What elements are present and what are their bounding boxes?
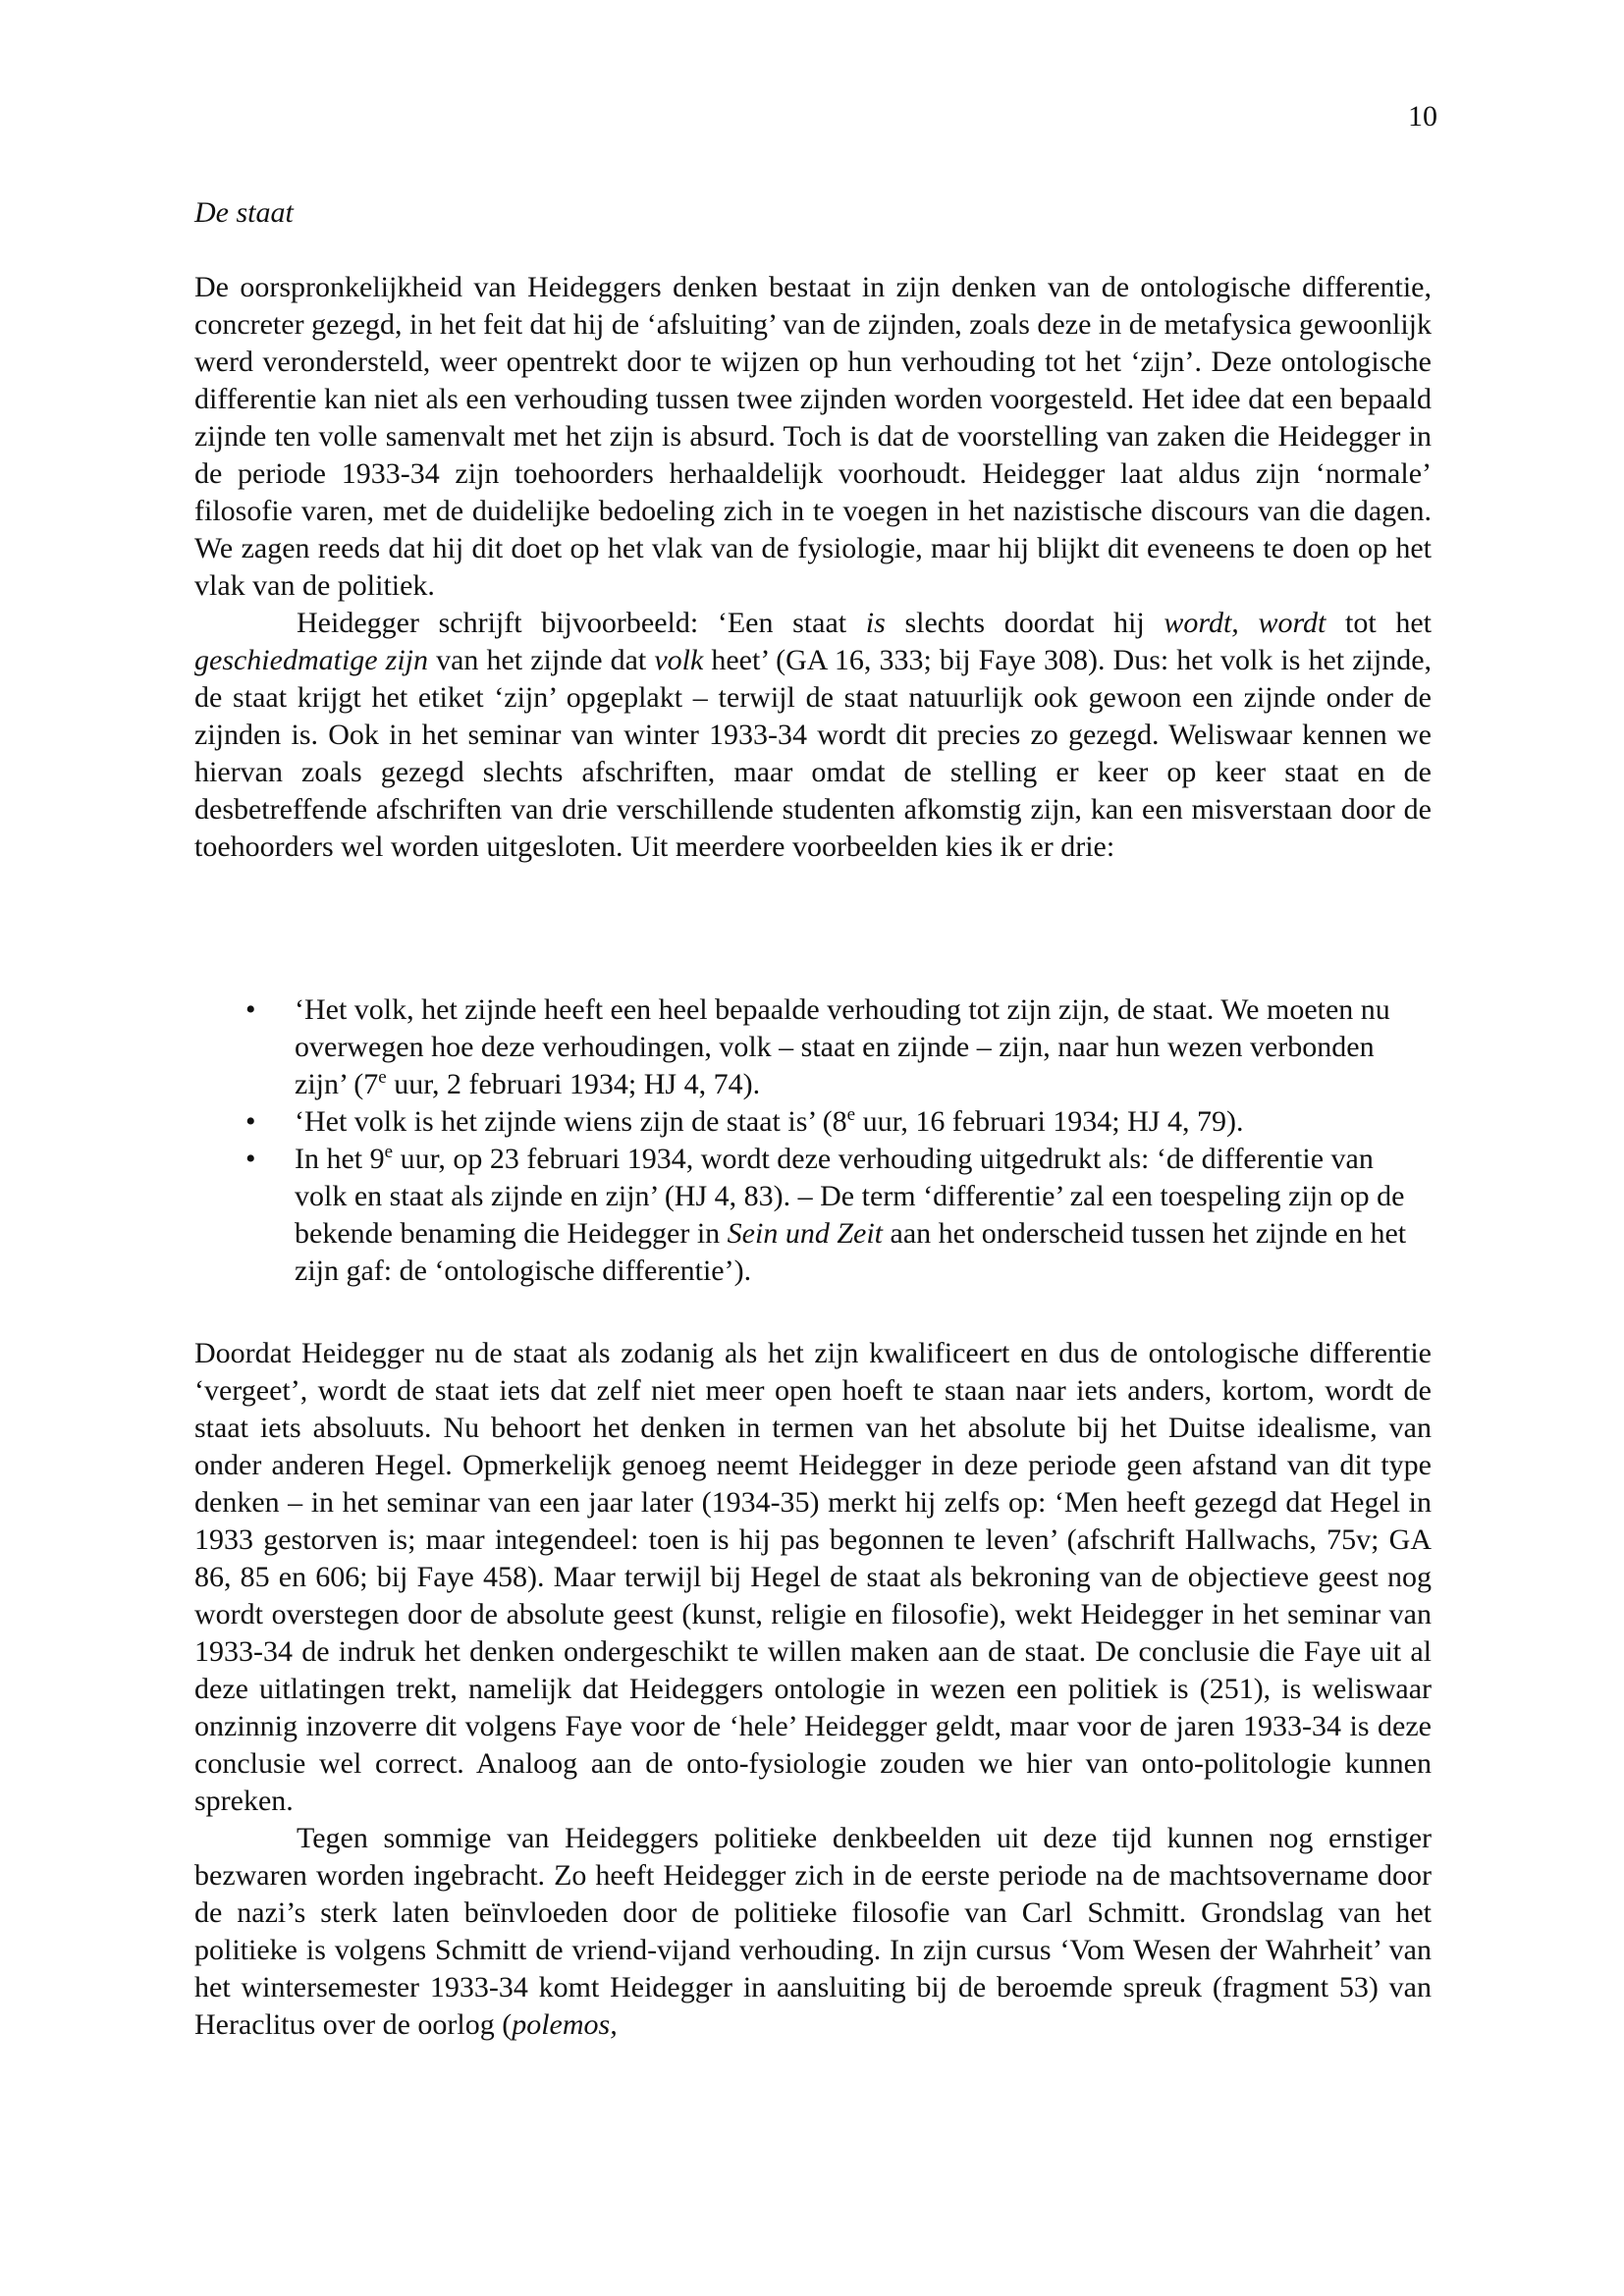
paragraph (194, 605, 1432, 866)
list-item (194, 1103, 1432, 1141)
superscript: e (378, 1067, 387, 1088)
italic-run: volk (654, 644, 704, 676)
text-run: uur, 16 februari 1934; HJ 4, 79). (855, 1105, 1244, 1138)
superscript: e (384, 1142, 394, 1162)
text-run: In het 9 (295, 1143, 385, 1175)
body-top (194, 269, 1432, 866)
text-run: heet’ (GA 16, 333; bij Faye 308). Dus: het volk is het zijnde, de staat krijgt het etiket ‘zijn’ opgeplakt – terwijl de staat natuurlijk ook gewoon een zijnde onder de zijnden is. Ook in het seminar van winter 1933-34 wordt dit precies zo gezegd. Weliswaar kennen we hiervan zoals gezegd slechts afschriften, maar omdat de stelling er keer op keer staat en de desbetreffende afschriften van drie verschillende studenten afkomstig zijn, kan een misverstaan door de toehoorders wel worden uitgesloten. Uit meerdere voorbeelden kies ik er drie: (194, 644, 1433, 863)
text-run: De oorspronkelijkheid van Heideggers denken bestaat in zijn denken van de ontologische differentie, concreter gezegd, in het feit dat hij de ‘afsluiting’ van de zijnden, zoals deze in de metafysica gewoonlijk werd verondersteld, weer opentrekt door te wijzen op hun verhouding tot het ‘zijn’. Deze ontologische differentie kan niet als een verhouding tussen twee zijnden worden voorgesteld. Het idee dat een bepaald zijnde ten volle samenvalt met het zijn is absurd. Toch is dat de voorstelling van zaken die Heidegger in de periode 1933-34 zijn toehoorders herhaaldelijk voorhoudt. Heidegger laat aldus zijn ‘normale’ filosofie varen, met de duidelijke bedoeling zich in te voegen in het nazistische discours van die dagen. We zagen reeds dat hij dit doet op het vlak van de fysiologie, maar hij blijkt dit eveneens te doen op het vlak van de politiek. (194, 271, 1432, 602)
text-run: van het zijnde dat (428, 644, 655, 676)
text-run: ‘Het volk, het zijnde heeft een heel bepaalde verhouding tot zijn zijn, de staat. We moeten nu overwegen hoe deze verhoudingen, volk – staat en zijnde – zijn, naar hun wezen verbonden zijn’ (7 (295, 993, 1390, 1100)
text-run: Tegen sommige van Heideggers politieke denkbeelden uit deze tijd kunnen nog ernstiger bezwaren worden ingebracht. Zo heeft Heidegger zich in de eerste periode na de machtsovername door de nazi’s sterk laten beïnvloeden door de politieke filosofie van Carl Schmitt. Grondslag van het politieke is volgens Schmitt de vriend-vijand verhouding. In zijn cursus ‘Vom Wesen der Wahrheit’ van het wintersemester 1933-34 komt Heidegger in aansluiting bij de beroemde spreuk (fragment 53) van Heraclitus over de oorlog ( (194, 1822, 1432, 2041)
text-run: slechts doordat hij (885, 607, 1164, 639)
quote-list (194, 991, 1432, 1290)
italic-run: wordt, wordt (1164, 607, 1326, 639)
page-number: 10 (1408, 100, 1437, 133)
superscript: e (846, 1104, 856, 1125)
paragraph (194, 1335, 1432, 1820)
text-run: uur, 2 februari 1934; HJ 4, 74). (386, 1068, 761, 1100)
italic-run: is (865, 607, 886, 639)
list-item (194, 991, 1432, 1103)
italic-run: polemos, (512, 2008, 618, 2041)
text-run: ‘Het volk is het zijnde wiens zijn de staat is’ (8 (295, 1105, 847, 1138)
text-run: uur, op 23 februari 1934, wordt deze verhouding uitgedrukt als: ‘de differentie van volk en staat als zijnde en zijn’ (HJ 4, 83). – De term ‘differentie’ zal een toespeling zijn op de bekende benaming die Heidegger in (295, 1143, 1405, 1250)
text-run: Doordat Heidegger nu de staat als zodanig als het zijn kwalificeert en dus de ontologische differentie ‘vergeet’, wordt de staat iets dat zelf niet meer open hoeft te staan naar iets anders, kortom, wordt de staat iets absoluuts. Nu behoort het denken in termen van het absolute bij het Duitse idealisme, van onder anderen Hegel. Opmerkelijk genoeg neemt Heidegger in deze periode geen afstand van dit type denken – in het seminar van een jaar later (1934-35) merkt hij zelfs op: ‘Men heeft gezegd dat Hegel in 1933 gestorven is; maar integendeel: toen is hij pas begonnen te leven’ (afschrift Hallwachs, 75v; GA 86, 85 en 606; bij Faye 458). Maar terwijl bij Hegel de staat als bekroning van de objectieve geest nog wordt overstegen door de absolute geest (kunst, religie en filosofie), wekt Heidegger in het seminar van 1933-34 de indruk het denken ondergeschikt te willen maken aan de staat. De conclusie die Faye uit al deze uitlatingen trekt, namelijk dat Heideggers ontologie in wezen een politiek is (251), is weliswaar onzinnig inzoverre dit volgens Faye voor de ‘hele’ Heidegger geldt, maar voor de jaren 1933-34 is deze conclusie wel correct. Analoog aan de onto-fysiologie zouden we hier van onto-politologie kunnen spreken. (194, 1337, 1432, 1817)
italic-run: Sein und Zeit (727, 1217, 883, 1250)
text-run: Heidegger schrijft bijvoorbeeld: ‘Een staat (297, 607, 866, 639)
paragraph (194, 269, 1432, 605)
section-heading: De staat (194, 196, 294, 229)
italic-run: geschiedmatige zijn (194, 644, 429, 676)
text-run: aan het onderscheid tussen het zijnde en het zijn gaf: de ‘ontologische differentie’). (295, 1217, 1407, 1287)
list-item (194, 1141, 1432, 1290)
text-run: tot het (1326, 607, 1433, 639)
paragraph (194, 1820, 1432, 2044)
body-bottom (194, 1335, 1432, 2044)
